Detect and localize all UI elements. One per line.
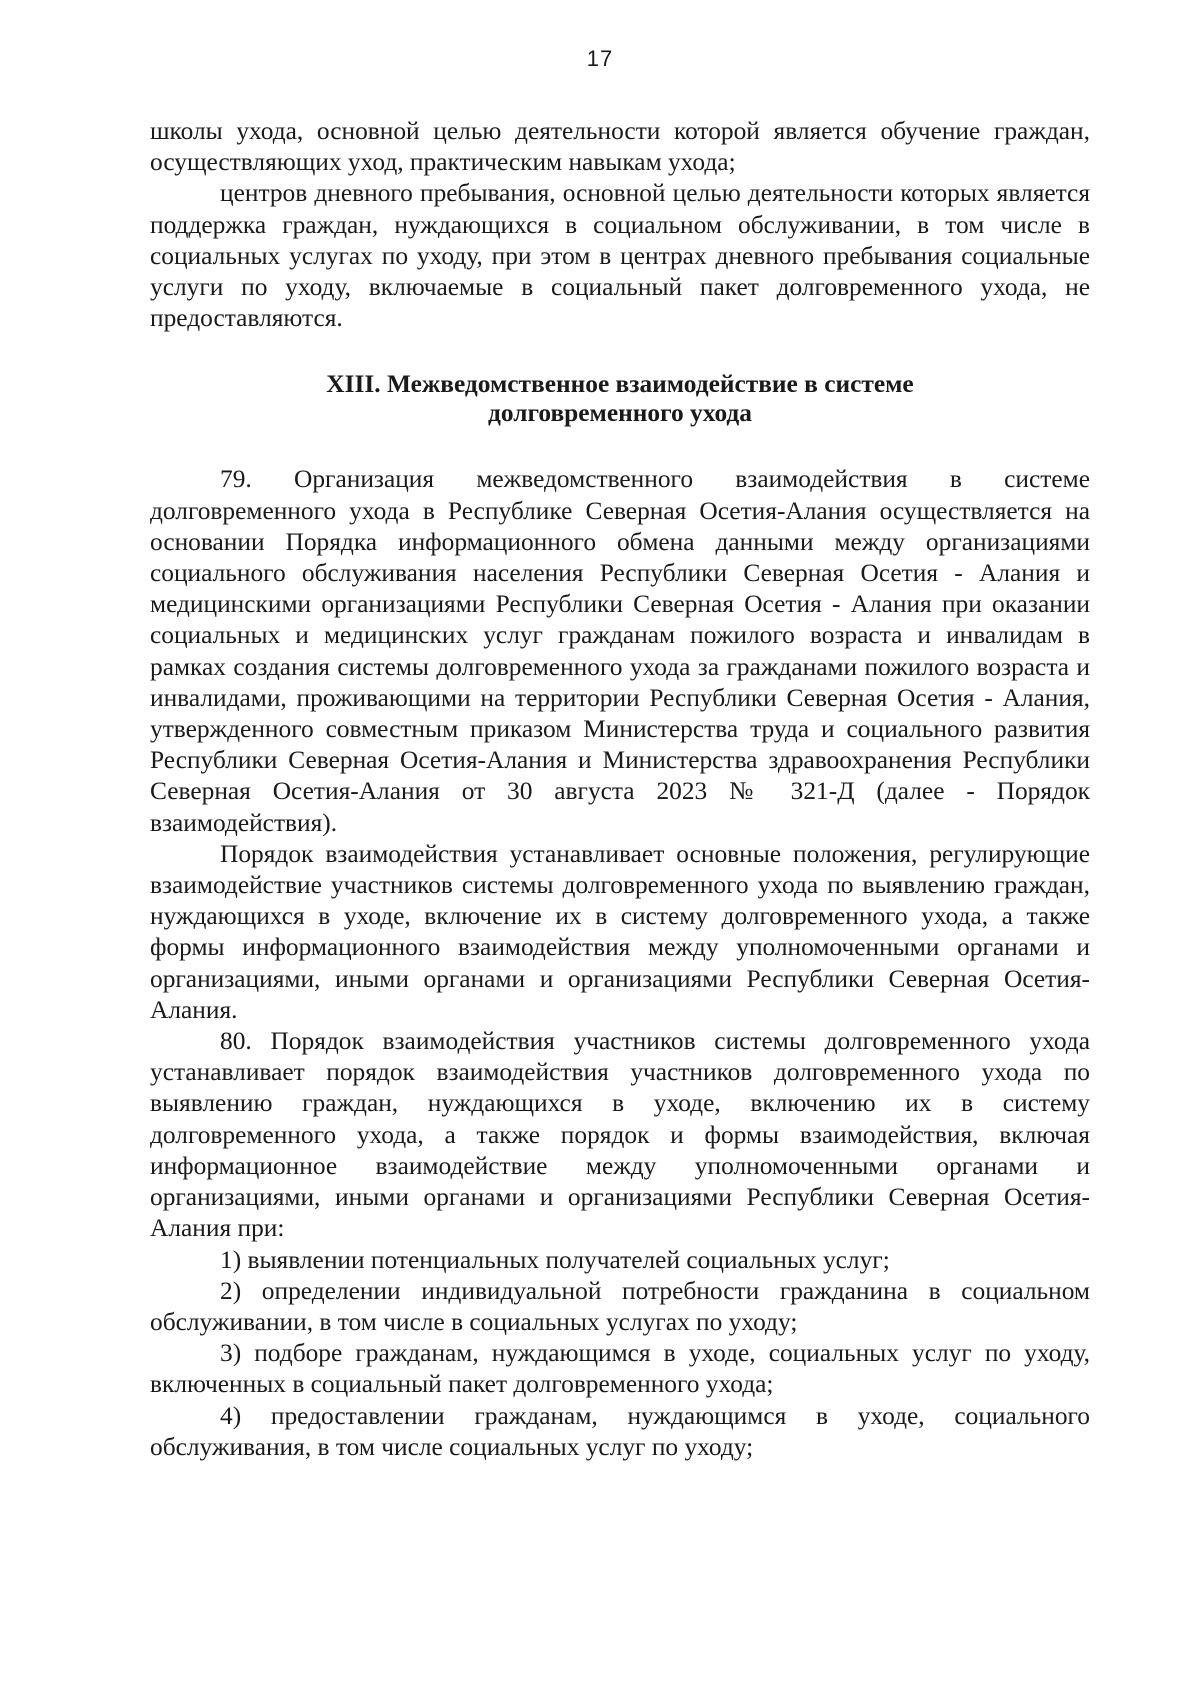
document-body bbox=[150, 116, 1090, 1463]
list-item-3: 3) подборе гражданам, нуждающимся в уходе, социальных услуг по уходу, включенных в социальный пакет долговременного ухода; bbox=[150, 1339, 1090, 1399]
section-heading-line-2: долговременного ухода bbox=[488, 399, 752, 428]
paragraph-79: 79. Организация межведомственного взаимодействия в системе долговременного ухода в Республике Северная Осетия-Алания осуществляется на основании Порядка информационного обмена данными между организациями социального обслуживания населения Республики Северная Осетия - Алания и медицинскими организациями Республики Северная Осетия - Алания при оказании социальных и медицинских услуг гражданам пожилого возраста и инвалидам в рамках создания системы долговременного ухода за гражданами пожилого возраста и инвалидами, проживающими на территории Республики Северная Осетия - Алания, утвержденного совместным приказом Министерства труда и социального развития Республики Северная Осетия-Алания и Министерства здравоохранения Республики Северная Осетия-Алания от 30 августа 2023 № 321-Д (далее - Порядок взаимодействия). bbox=[150, 465, 1090, 837]
page-number: 17 bbox=[586, 46, 614, 71]
paragraph-day-centers: центров дневного пребывания, основной целью деятельности которых является поддержка граждан, нуждающихся в социальном обслуживании, в том числе в социальных услугах по уходу, при этом в центрах дневного пребывания социальные услуги по уходу, включаемые в социальный пакет долговременного ухода, не предоставляются. bbox=[150, 179, 1090, 333]
list-item-1: 1) выявлении потенциальных получателей социальных услуг; bbox=[220, 1245, 890, 1274]
list-item-2: 2) определении индивидуальной потребности гражданина в социальном обслуживании, в том числе в социальных услугах по уходу; bbox=[150, 1276, 1090, 1336]
paragraph-interaction-order: Порядок взаимодействия устанавливает основные положения, регулирующие взаимодействие участников системы долговременного ухода по выявлению граждан, нуждающихся в уходе, включение их в систему долговременного ухода, а также формы информационного взаимодействия между уполномоченными органами и организациями, иными органами и организациями Республики Северная Осетия-Алания. bbox=[150, 839, 1090, 1024]
paragraph-80: 80. Порядок взаимодействия участников системы долговременного ухода устанавливает порядок взаимодействия участников долговременного ухода по выявлению граждан, нуждающихся в уходе, включению их в систему долговременного ухода, а также порядок и формы взаимодействия, включая информационное взаимодействие между уполномоченными органами и организациями, иными органами и организациями Республики Северная Осетия-Алания при: bbox=[150, 1027, 1090, 1243]
section-heading bbox=[150, 370, 1090, 428]
paragraph-schools: школы ухода, основной целью деятельности которой является обучение граждан, осуществляющих уход, практическим навыкам ухода; bbox=[150, 117, 1090, 177]
section-heading-line-1: XIII. Межведомственное взаимодействие в системе bbox=[326, 370, 914, 399]
list-item-4: 4) предоставлении гражданам, нуждающимся в уходе, социального обслуживания, в том числе социальных услуг по уходу; bbox=[150, 1401, 1090, 1461]
